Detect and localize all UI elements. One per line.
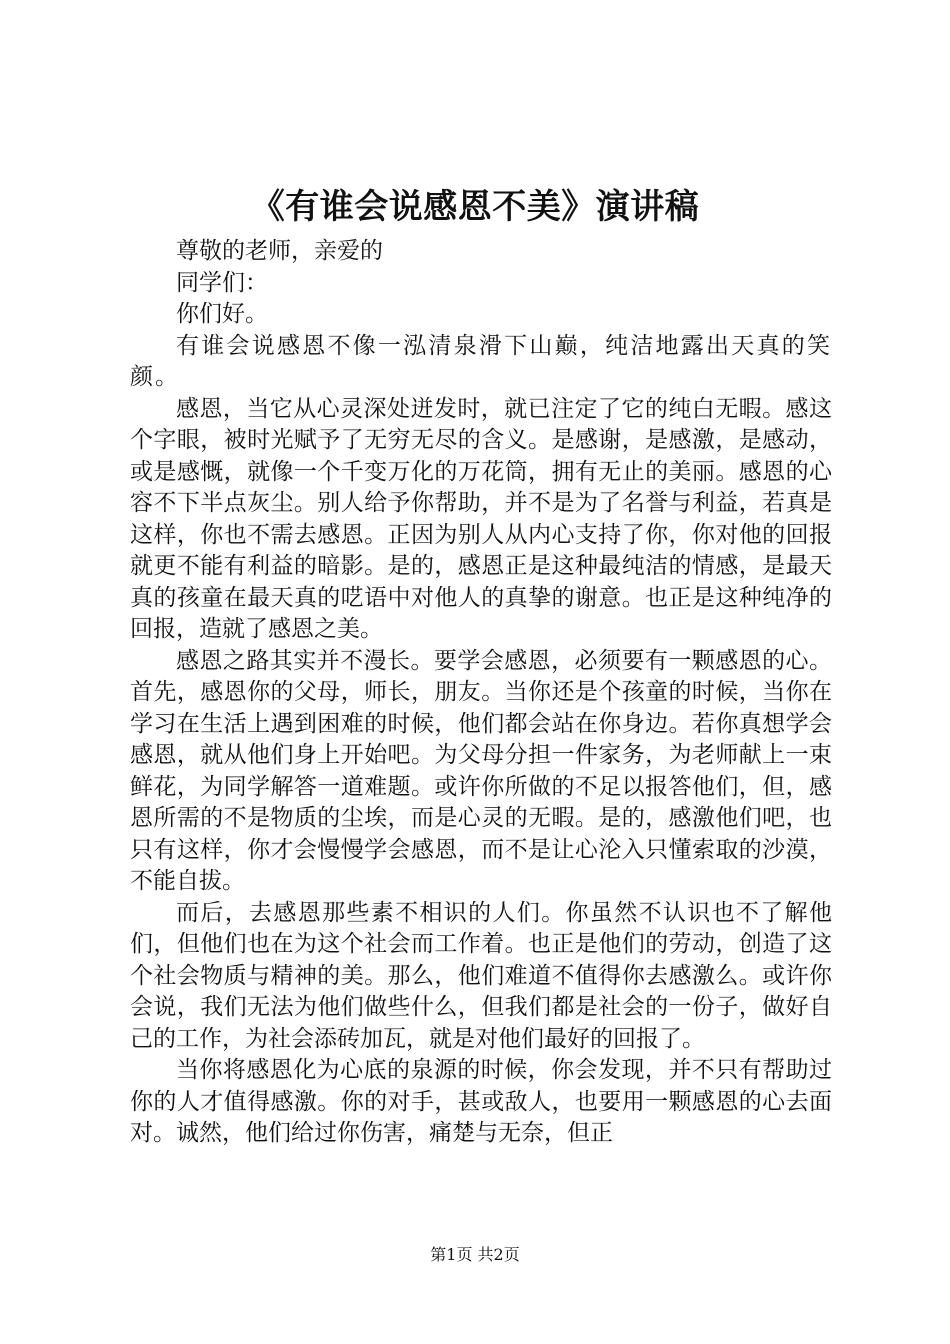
page-footer: 第1页 共2页 bbox=[430, 1245, 520, 1264]
greeting-line: 你们好。 bbox=[176, 301, 268, 327]
paragraph-4: 当你将感恩化为心底的泉源的时候，你会发现，并不只有帮助过你的人才值得感激。你的对手，甚或敌人，也要用一颗感恩的心去面对。诚然，他们给过你伤害，痛楚与无奈，但正 bbox=[130, 1057, 832, 1146]
document-title: 《有谁会说感恩不美》演讲稿 bbox=[250, 187, 700, 227]
salutation-line-1: 尊敬的老师，亲爱的 bbox=[176, 238, 383, 264]
document-body bbox=[130, 236, 832, 1150]
paragraph-3: 而后，去感恩那些素不相识的人们。你虽然不认识也不了解他们，但他们也在为这个社会而工作着。也正是他们的劳动，创造了这个社会物质与精神的美。那么，他们难道不值得你去感激么。或许你会说，我们无法为他们做些什么，但我们都是社会的一份子，做好自己的工作，为社会添砖加瓦，就是对他们最好的回报了。 bbox=[130, 899, 832, 1052]
paragraph-1: 感恩，当它从心灵深处迸发时，就已注定了它的纯白无暇。感这个字眼，被时光赋予了无穷无尽的含义。是感谢，是感激，是感动，或是感慨，就像一个千变万化的万花筒，拥有无止的美丽。感恩的心容不下半点灰尘。别人给予你帮助，并不是为了名誉与利益，若真是这样，你也不需去感恩。正因为别人从内心支持了你，你对他的回报就更不能有利益的暗影。是的，感恩正是这种最纯洁的情感，是最天真的孩童在最天真的呓语中对他人的真挚的谢意。也正是这种纯净的回报，造就了感恩之美。 bbox=[130, 395, 832, 642]
salutation-line-2: 同学们： bbox=[176, 269, 268, 296]
paragraph-intro: 有谁会说感恩不像一泓清泉滑下山巅，纯洁地露出天真的笑颜。 bbox=[130, 332, 832, 390]
paragraph-2: 感恩之路其实并不漫长。要学会感恩，必须要有一颗感恩的心。首先，感恩你的父母，师长，朋友。当你还是个孩童的时候，当你在学习在生活上遇到困难的时候，他们都会站在你身边。若你真想学会感恩，就从他们身上开始吧。为父母分担一件家务，为老师献上一束鲜花，为同学解答一道难题。或许你所做的不足以报答他们，但，感恩所需的不是物质的尘埃，而是心灵的无暇。是的，感激他们吧，也只有这样，你才会慢慢学会感恩，而不是让心沦入只懂索取的沙漠，不能自拔。 bbox=[130, 647, 832, 894]
